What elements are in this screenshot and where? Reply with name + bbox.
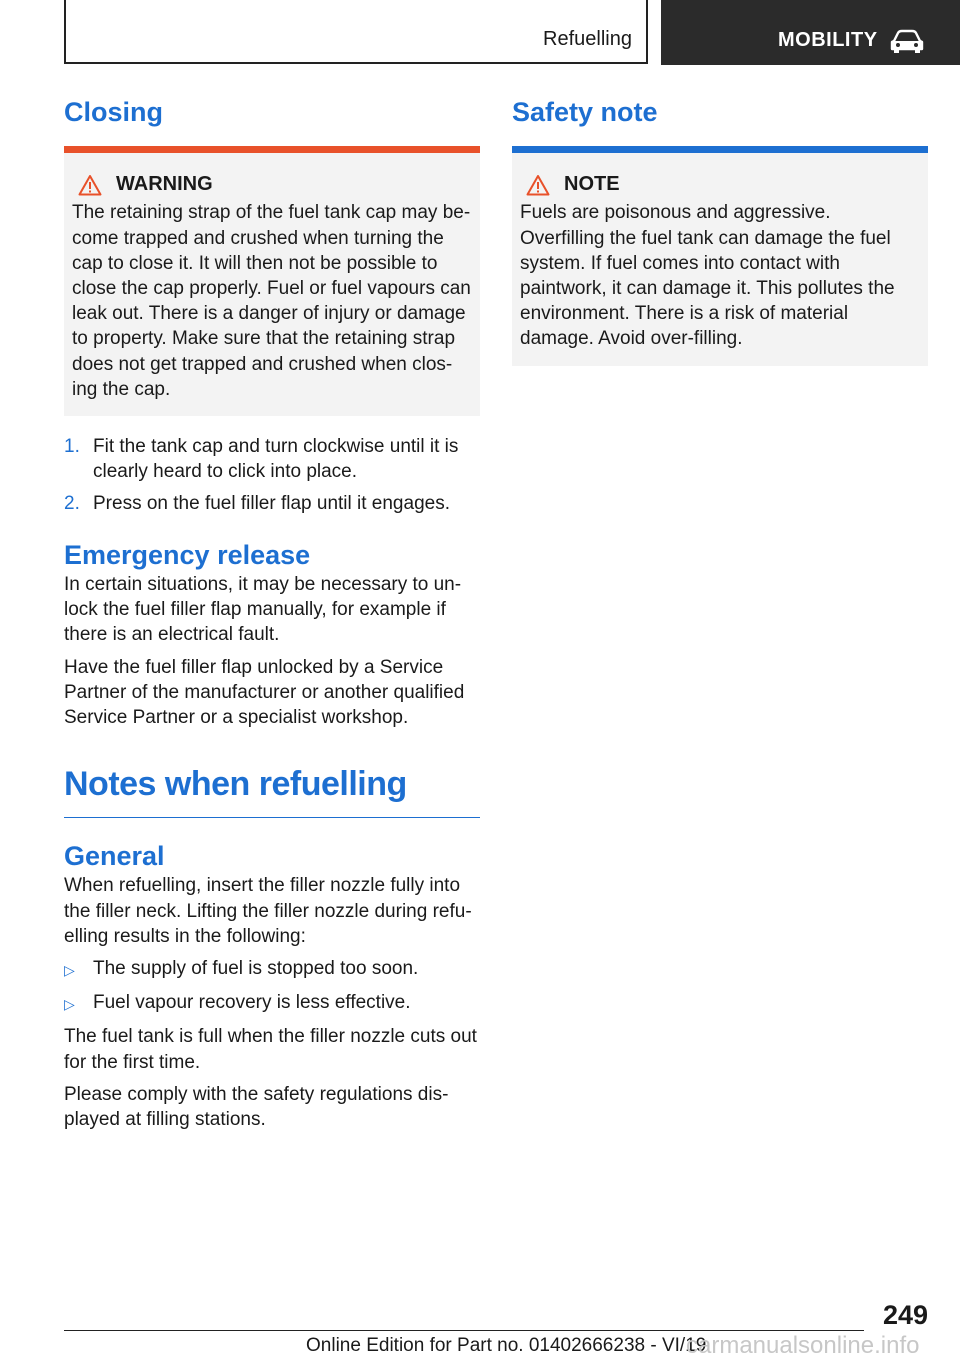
- emergency-paragraph: Have the fuel filler flap unlocked by a Service Partner of the manufacturer or another qualified Service Partner or a specialist workshop.: [64, 656, 465, 729]
- bullet-text: Fuel vapour recovery is less effective.: [93, 992, 411, 1014]
- closing-steps: [64, 434, 480, 517]
- step-text: Fit the tank cap and turn clockwise until it is clearly heard to click into place.: [93, 436, 459, 483]
- step-number: 1.: [64, 436, 80, 458]
- triangle-bullet-icon: ▷: [64, 996, 75, 1013]
- list-item: [64, 956, 480, 983]
- step-number: 2.: [64, 493, 80, 515]
- emergency-release-heading: Emergency release: [64, 539, 311, 570]
- warning-label: WARNING: [116, 173, 213, 196]
- warning-triangle-icon: [526, 174, 550, 196]
- safety-regulations-paragraph: Please comply with the safety regulations dis-played at filling stations.: [64, 1083, 449, 1131]
- general-heading: General: [64, 841, 165, 872]
- edition-text: Online Edition for Part no. 01402666238 - VI/19: [306, 1335, 707, 1356]
- closing-heading: Closing: [64, 97, 163, 127]
- right-column: [512, 96, 928, 366]
- bullet-text: The supply of fuel is stopped too soon.: [93, 958, 419, 980]
- step-text: Press on the fuel filler flap until it engages.: [93, 493, 450, 515]
- note-label: NOTE: [564, 173, 620, 196]
- emergency-paragraph: In certain situations, it may be necessary to un-lock the fuel filler flap manually, for example if there is an electrical fault.: [64, 574, 462, 646]
- list-item: [64, 491, 480, 516]
- header-section-tab: [64, 0, 648, 64]
- left-column: [64, 96, 480, 1139]
- notes-refuelling-heading: Notes when refuelling: [64, 765, 407, 804]
- general-intro: When refuelling, insert the filler nozzle fully into the filler neck. Lifting the filler nozzle during refu-elling results in the following:: [64, 875, 472, 947]
- watermark: carmanualsonline.info: [686, 1332, 920, 1359]
- list-item: [64, 990, 480, 1017]
- note-text: Fuels are poisonous and aggressive. Overfilling the fuel tank can damage the fuel system. If fuel comes into contact with paintwork, it can damage it. This pollutes the environment. There is a risk of material damage. Avoid over-filling.: [520, 202, 895, 350]
- warning-text: The retaining strap of the fuel tank cap may be-come trapped and crushed when turning the cap to close it. It will then not be possible to close the cap properly. Fuel or fuel vapours can leak out. There is a danger of injury or damage to property. Make sure that the retaining strap does not get trapped and crushed when clos-ing the cap.: [72, 202, 471, 400]
- safety-note-heading: Safety note: [512, 97, 658, 127]
- list-item: [64, 434, 480, 484]
- heading-rule: [64, 817, 480, 818]
- footer-rule: [64, 1330, 864, 1331]
- warning-callout: [64, 146, 480, 416]
- header-section-title: Refuelling: [543, 28, 632, 50]
- note-callout: [512, 146, 928, 365]
- header-chapter-tab: [661, 0, 960, 65]
- effects-list: [64, 956, 480, 1017]
- warning-title: [72, 173, 472, 196]
- tank-full-paragraph: The fuel tank is full when the filler nozzle cuts out for the first time.: [64, 1026, 477, 1073]
- warning-triangle-icon: [78, 174, 102, 196]
- note-title: [520, 173, 920, 196]
- triangle-bullet-icon: ▷: [64, 962, 75, 979]
- page-number: 249: [882, 1300, 928, 1330]
- car-icon: [889, 28, 925, 54]
- header-chapter-title: MOBILITY: [778, 29, 878, 51]
